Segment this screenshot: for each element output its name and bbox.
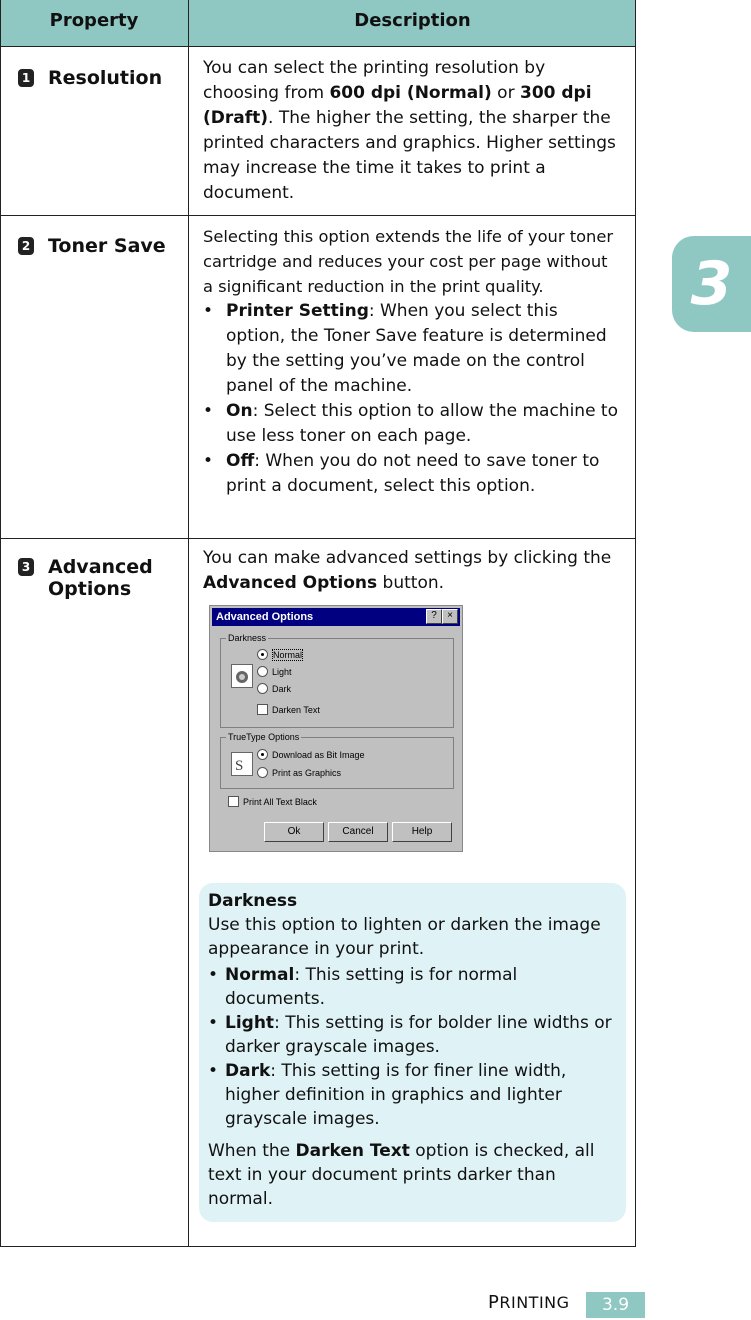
radio-selected-icon — [257, 649, 268, 660]
bullet-term: Light — [225, 1013, 275, 1033]
radio-normal[interactable] — [257, 649, 303, 661]
close-icon[interactable]: × — [442, 609, 458, 624]
chapter-tab — [672, 236, 751, 332]
description-text: Selecting this option extends the life of your toner cartridge and reduces your cost per page without a significant reduction in the print quality. — [203, 227, 614, 296]
advanced-options-dialog — [209, 605, 463, 852]
table-border — [635, 0, 636, 1246]
property-advanced-options — [18, 556, 153, 600]
list-item — [203, 449, 621, 499]
row-divider — [0, 215, 636, 216]
note-text: option is checked, all text in your document prints darker than normal. — [208, 1141, 595, 1209]
checkbox-icon — [228, 796, 239, 807]
darken-text-term: Darken Text — [295, 1141, 410, 1161]
bullet-term: Off — [226, 451, 255, 471]
darkness-group — [220, 633, 454, 728]
radio-print-as-graphics[interactable] — [257, 767, 341, 779]
checkbox-label: Print All Text Black — [243, 797, 317, 807]
description-toner-save — [203, 224, 621, 499]
radio-selected-icon — [257, 749, 268, 760]
description-text: You can make advanced settings by clicking the — [203, 548, 612, 568]
list-item: • Dark: This setting is for finer line width, higher definition in graphics and lighter grayscale images. — [208, 1061, 567, 1129]
darken-text-checkbox[interactable] — [257, 704, 320, 716]
note-content — [208, 889, 618, 1211]
group-label: TrueType Options — [228, 732, 300, 742]
number-badge: 3 — [18, 558, 34, 576]
list-item: • Normal: This setting is for normal documents. — [208, 965, 518, 1009]
radio-label: Normal — [273, 650, 303, 660]
note-text: When the — [208, 1141, 296, 1161]
bullet-term: On — [226, 401, 253, 421]
radio-dark[interactable] — [257, 683, 291, 695]
radio-label: Light — [272, 667, 292, 677]
note-intro: Use this option to lighten or darken the image appearance in your print. — [208, 915, 601, 959]
bullet-text: : This setting is for bolder line widths or darker grayscale images. — [225, 1013, 612, 1057]
description-text: . The higher the setting, the sharper the printed characters and graphics. Higher settings may increase the time it takes to print a document. — [203, 108, 616, 203]
bullet-text: : This setting is for normal documents. — [225, 965, 518, 1009]
list-item: • Light: This setting is for bolder line widths or darker grayscale images. — [208, 1013, 612, 1057]
chapter-number: 3 — [690, 249, 733, 319]
footer-section-label — [488, 1292, 570, 1313]
note-title: Darkness — [208, 891, 298, 911]
svg-text:S: S — [235, 758, 244, 774]
option-normal: 600 dpi (Normal) — [329, 83, 492, 103]
bullet-term: Dark — [225, 1061, 271, 1081]
help-icon[interactable]: ? — [426, 609, 442, 624]
bullet-text: : When you select this option, the Toner Save feature is determined by the setting you’ve made on the control panel of the machine. — [226, 301, 607, 396]
note-outro — [208, 1139, 618, 1211]
radio-icon — [257, 683, 268, 694]
bullet-term: Normal — [225, 965, 295, 985]
radio-label: Download as Bit Image — [272, 750, 365, 760]
property-label: Resolution — [48, 67, 163, 89]
property-label: Toner Save — [48, 235, 166, 257]
group-label: Darkness — [228, 633, 267, 643]
bullet-text: : When you do not need to save toner to print a document, select this option. — [226, 451, 600, 496]
property-label — [48, 556, 153, 600]
checkbox-label: Darken Text — [272, 705, 320, 715]
header-description: Description — [354, 10, 471, 31]
description-advanced-options — [203, 546, 621, 596]
radio-label: Dark — [272, 684, 292, 694]
cancel-button[interactable]: Cancel — [328, 822, 388, 842]
property-toner-save — [18, 235, 166, 257]
radio-download-bit-image[interactable] — [257, 749, 365, 761]
radio-icon — [257, 666, 268, 677]
footer-label-cap: P — [488, 1292, 500, 1313]
property-label-line: Advanced — [48, 556, 153, 578]
row-divider — [0, 1246, 636, 1247]
list-item — [203, 299, 621, 399]
advanced-options-term: Advanced Options — [203, 573, 378, 593]
number-badge: 2 — [18, 237, 34, 255]
header-property: Property — [49, 10, 139, 31]
description-text: button. — [377, 573, 445, 593]
print-all-text-black-checkbox[interactable] — [228, 796, 317, 808]
page-number: 3.9 — [586, 1292, 645, 1318]
table-header — [0, 0, 636, 46]
bullet-text: : Select this option to allow the machine to use less toner on each page. — [226, 401, 618, 446]
dialog-title: Advanced Options — [212, 608, 460, 626]
darkness-note — [199, 883, 626, 1222]
checkbox-icon — [257, 704, 268, 715]
ok-button[interactable]: Ok — [264, 822, 324, 842]
row-divider — [0, 538, 636, 539]
list-item — [203, 399, 621, 449]
radio-icon — [257, 767, 268, 778]
bullet-text: : This setting is for finer line width, higher definition in graphics and lighter grayscale images. — [225, 1061, 567, 1129]
truetype-group — [220, 732, 454, 789]
description-resolution — [203, 56, 621, 206]
description-text: You can select the printing resolution by choosing from — [203, 58, 546, 103]
option-draft: 300 dpi (Draft) — [203, 83, 592, 128]
column-divider — [188, 0, 189, 1246]
description-text: or — [491, 83, 520, 103]
table-border — [0, 0, 1, 1246]
row-divider — [0, 46, 636, 47]
property-label-line: Options — [48, 578, 132, 600]
property-resolution — [18, 67, 163, 89]
radio-light[interactable] — [257, 666, 292, 678]
number-badge: 1 — [18, 69, 34, 87]
bullet-term: Printer Setting — [226, 301, 369, 321]
footer-label-rest: RINTING — [499, 1293, 570, 1312]
truetype-icon — [231, 752, 253, 776]
darkness-icon — [231, 664, 253, 688]
help-button[interactable]: Help — [392, 822, 452, 842]
radio-label: Print as Graphics — [272, 768, 342, 778]
